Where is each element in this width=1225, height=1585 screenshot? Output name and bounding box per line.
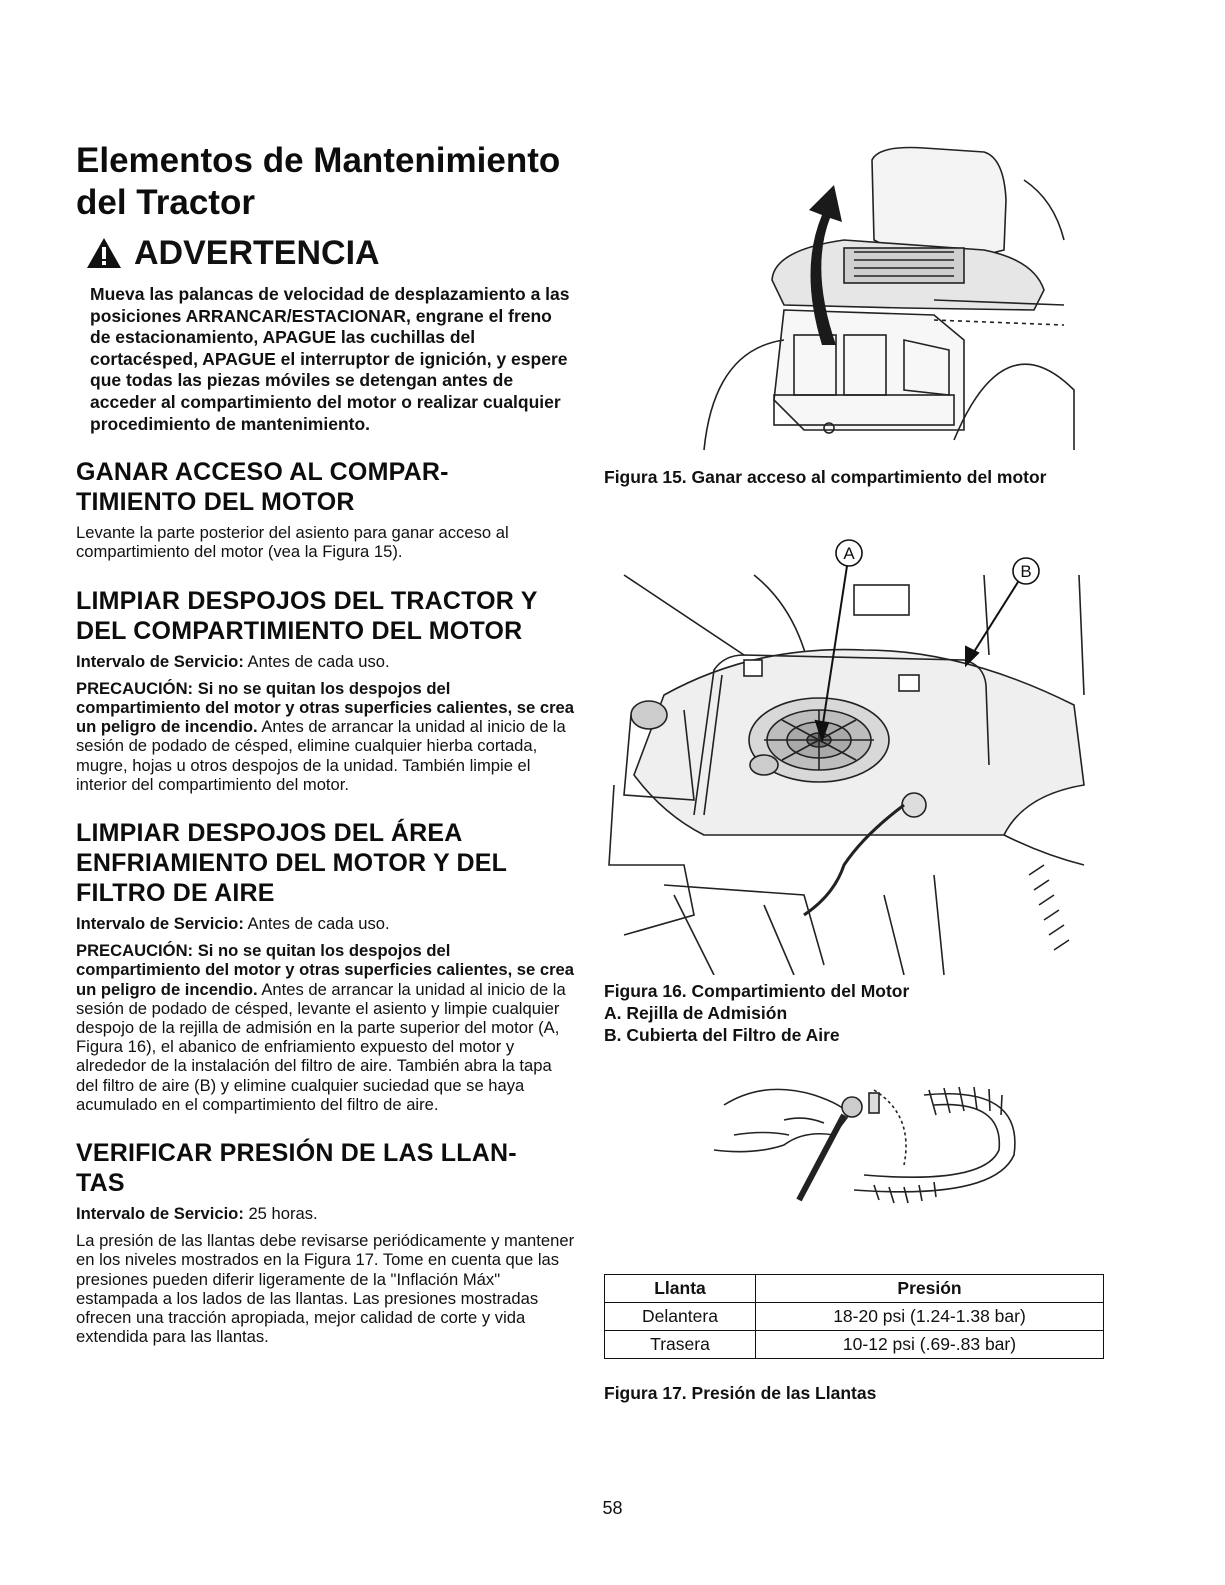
warning-title: ADVERTENCIA: [134, 233, 380, 272]
section-heading-line: LIMPIAR DESPOJOS DEL ÁREA: [76, 818, 463, 847]
figure-15-caption: Figura 15. Ganar acceso al compartimiento del motor: [604, 467, 1047, 487]
caution-rest: Antes de arrancar la unidad al inicio de la sesión de podado de césped, levante el asiento y limpie cualquier despojo de la rejilla de admisión en la parte superior del motor (A, Figura 16), el abanico de enfriamiento expuesto del motor y alrededor de la instalación del filtro de aire. También abra la tapa del filtro de aire (B) y elimine cualquier suciedad que se haya acumulado en el compartimiento del filtro de aire.: [76, 979, 566, 1114]
figure-16: [604, 535, 1104, 975]
caution-bold: PRECAUCIÓN: Si no se quitan los despojos del compartimiento del motor y otras superficies calientes, se crea un peligro de incendio.: [76, 941, 574, 999]
section-body: Levante la parte posterior del asiento para ganar acceso al compartimiento del motor (vea la Figura 15).: [76, 523, 509, 562]
tire-pressure-table: [604, 1274, 1104, 1359]
section-heading-line: DEL COMPARTIMIENTO DEL MOTOR: [76, 616, 523, 645]
section-body: La presión de las llantas debe revisarse periódicamente y mantener en los niveles mostrados en la Figura 17. Tome en cuenta que las presiones pueden diferir ligeramente de la "Inflación Máx" estampada a los lados de las llantas. Las presiones mostradas ofrecen una tracción apropiada, mejor calidad de corte y vida extendida para las llantas.: [76, 1231, 575, 1347]
left-column: [76, 140, 576, 1346]
page-number: 58: [602, 1498, 623, 1518]
warning-heading: [86, 230, 576, 276]
warning-body: Mueva las palancas de velocidad de desplazamiento a las posiciones ARRANCAR/ESTACIONAR, engrane el freno de estacionamiento, APAGUE las cuchillas del cortacésped, APAGUE el interruptor de ignición, y espere que todas las piezas móviles se detengan antes de acceder al compartimiento del motor o realizar cualquier procedimiento de mantenimiento.: [90, 284, 570, 434]
table-header-row: [605, 1275, 1104, 1303]
section-clean-tractor: [76, 586, 576, 794]
table-cell: 18-20 psi (1.24-1.38 bar): [756, 1303, 1104, 1331]
caution-rest: Antes de arrancar la unidad al inicio de la sesión de podado de césped, elimine cualquier hierba cortada, mugre, hojas u otros despojos de la unidad. También limpie el interior del compartimiento del motor.: [76, 717, 566, 794]
figure-16-caption: Figura 16. Compartimiento del Motor: [604, 981, 910, 1001]
table-row: [605, 1331, 1104, 1359]
warning-triangle-icon: [86, 237, 122, 269]
caution-paragraph: [76, 941, 576, 1114]
callout-a: A: [843, 544, 855, 563]
section-heading-line: TIMIENTO DEL MOTOR: [76, 488, 355, 517]
section-heading-line: GANAR ACCESO AL COMPAR-: [76, 458, 449, 487]
figure-16-item-b: B. Cubierta del Filtro de Aire: [604, 1025, 840, 1045]
caution-bold: PRECAUCIÓN: Si no se quitan los despojos del compartimiento del motor y otras superficies calientes, se crea un peligro de incendio.: [76, 678, 574, 737]
section-heading-line: FILTRO DE AIRE: [76, 878, 275, 907]
page-title-line2: del Tractor: [76, 183, 255, 222]
service-interval-label: Intervalo de Servicio:: [76, 1204, 244, 1224]
section-access-engine: [76, 457, 576, 561]
figure-17: [674, 1075, 1034, 1205]
table-cell: Trasera: [605, 1331, 756, 1359]
service-interval-label: Intervalo de Servicio:: [76, 913, 244, 933]
section-heading-line: ENFRIAMIENTO DEL MOTOR Y DEL: [76, 848, 508, 877]
engine-compartment-illustration: [604, 535, 1104, 975]
seat-raise-illustration: [604, 140, 1104, 465]
table-row: [605, 1303, 1104, 1331]
service-interval: [76, 914, 576, 933]
section-heading-line: VERIFICAR PRESIÓN DE LAS LLAN-: [76, 1139, 517, 1168]
section-heading: [76, 586, 576, 646]
section-heading: [76, 818, 576, 908]
tire-gauge-illustration: [674, 1075, 1034, 1205]
figure-15: [604, 140, 1104, 465]
section-heading: [76, 457, 576, 517]
section-tire-pressure: [76, 1138, 576, 1346]
service-interval: [76, 1204, 576, 1223]
section-clean-cooling: [76, 818, 576, 1114]
section-heading: [76, 1138, 576, 1198]
table-cell: Delantera: [605, 1303, 756, 1331]
service-interval-value: 25 horas.: [243, 1204, 318, 1224]
caution-paragraph: [76, 679, 576, 794]
figure-16-caption-block: [604, 980, 1104, 1046]
table-header-cell: Llanta: [605, 1275, 756, 1303]
section-heading-line: TAS: [76, 1169, 125, 1198]
service-interval-value: Antes de cada uso.: [243, 913, 390, 933]
page-title-line1: Elementos de Mantenimiento: [76, 141, 561, 180]
section-heading-line: LIMPIAR DESPOJOS DEL TRACTOR Y: [76, 586, 538, 615]
figure-17-caption: Figura 17. Presión de las Llantas: [604, 1383, 877, 1403]
service-interval: [76, 652, 576, 671]
table-cell: 10-12 psi (.69-.83 bar): [756, 1331, 1104, 1359]
service-interval-value: Antes de cada uso.: [243, 651, 390, 671]
figure-16-item-a: A. Rejilla de Admisión: [604, 1003, 788, 1023]
callout-b: B: [1020, 562, 1032, 581]
page-title: [76, 140, 576, 224]
service-interval-label: Intervalo de Servicio:: [76, 651, 244, 671]
table-header-cell: Presión: [756, 1275, 1104, 1303]
